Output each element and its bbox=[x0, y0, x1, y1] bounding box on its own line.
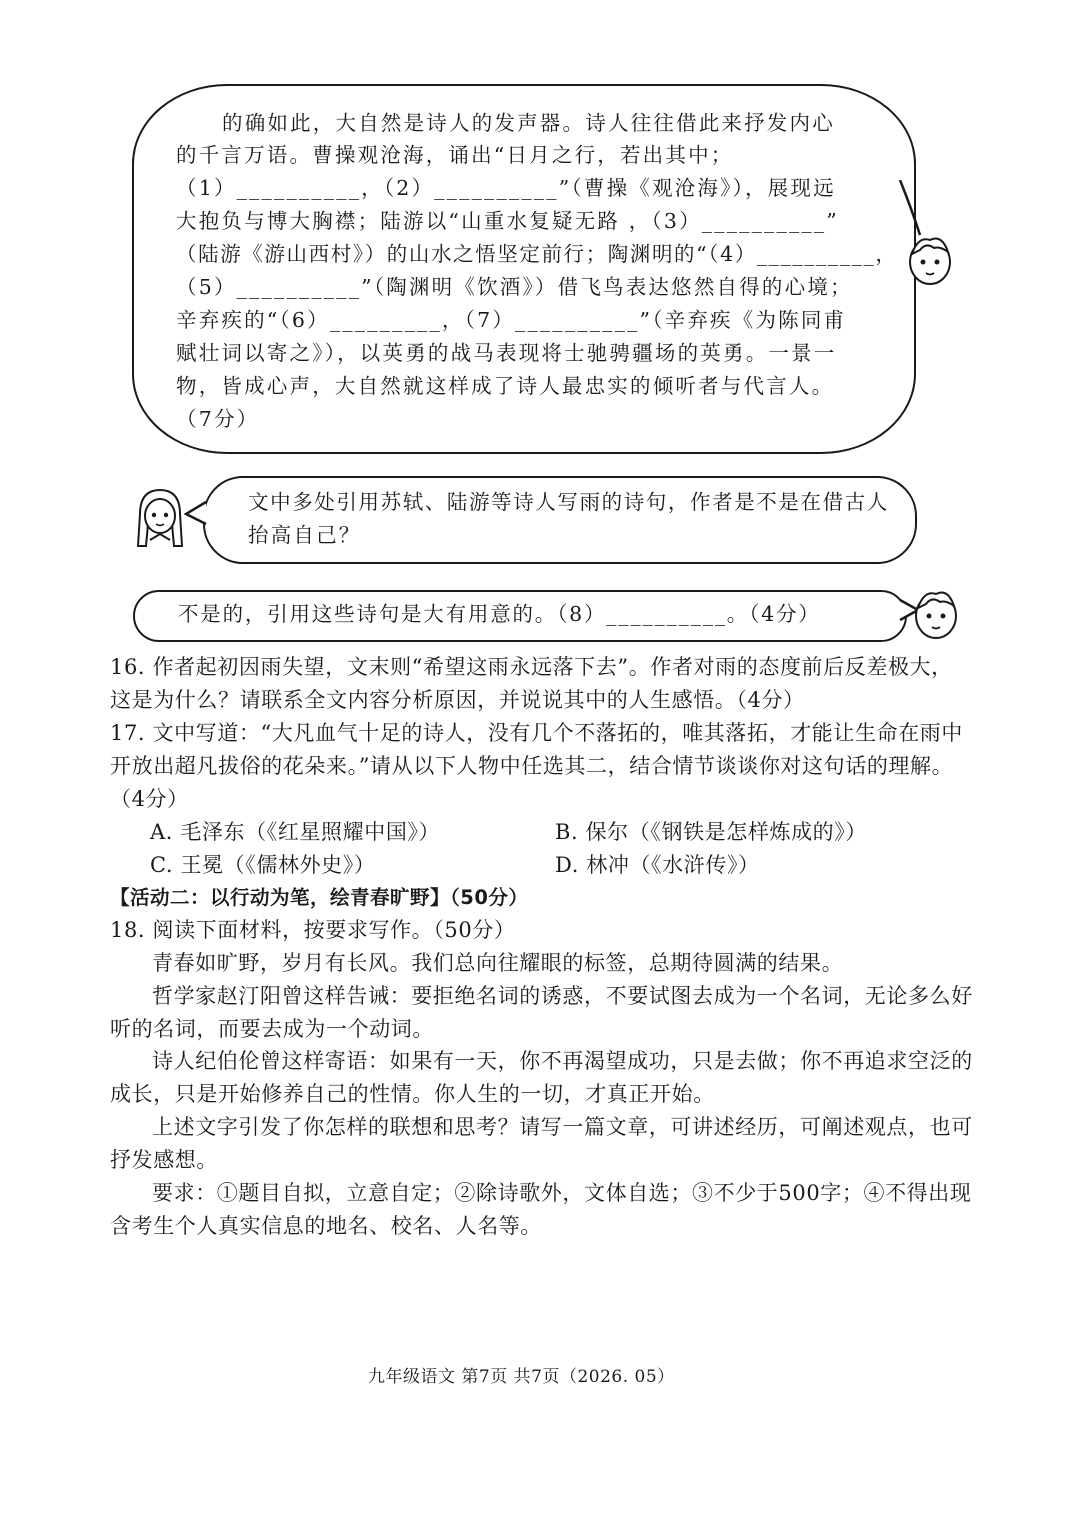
q17-option-d: D. 林冲（《水浒传》） bbox=[555, 853, 760, 877]
q18-line-9: 要求：①题目自拟，立意自定；②除诗歌外，文体自选；③不少于500字；④不得出现 bbox=[152, 1181, 972, 1205]
bubble1-line-4: 大抱负与博大胸襟；陆游以“山重水复疑无路 ，（3）__________” bbox=[176, 209, 839, 233]
bubble1-line-7: 辛弃疾的“（6）_________，（7）__________”（辛弃疾《为陈同甫 bbox=[176, 308, 847, 332]
bubble1-line-8: 赋壮词以寄之》），以英勇的战马表现将士驰骋疆场的英勇。一景一 bbox=[176, 341, 837, 365]
q17-line-3: （4分） bbox=[110, 787, 189, 811]
bubble1-line-3: （1）__________，（2）__________”（曹操《观沧海》），展现远 bbox=[176, 176, 836, 200]
bubble2-line-2: 抬高自己？ bbox=[248, 523, 362, 547]
bubble1-line-2: 的千言万语。曹操观沧海，诵出“日月之行，若出其中； bbox=[176, 143, 734, 167]
bubble1-line-1: 的确如此，大自然是诗人的发声器。诗人往往借此来抒发内心 bbox=[222, 111, 835, 135]
q17-option-b: B. 保尔（《钢铁是怎样炼成的》） bbox=[555, 820, 867, 844]
boy-face-icon bbox=[900, 228, 960, 292]
bubble1-line-5: （陆游《游山西村》）的山水之悟坚定前行；陶渊明的“（4）__________， bbox=[176, 242, 898, 266]
bubble1-line-9: 物，皆成心声，大自然就这样成了诗人最忠实的倾听者与代言人。 bbox=[176, 374, 835, 398]
boy-face-icon bbox=[906, 582, 966, 646]
page-footer: 九年级语文 第7页 共7页（2026. 05） bbox=[368, 1367, 675, 1387]
q17-line-2: 开放出超凡拔俗的花朵来。”请从以下人物中任选其二，结合情节谈谈你对这句话的理解。 bbox=[110, 754, 954, 778]
q18-line-1: 18. 阅读下面材料，按要求写作。（50分） bbox=[110, 918, 516, 942]
q16-line-2: 这是为什么？请联系全文内容分析原因，并说说其中的人生感悟。（4分） bbox=[110, 688, 805, 712]
girl-face-icon bbox=[132, 484, 188, 554]
q17-option-c: C. 王冕（《儒林外史》） bbox=[150, 853, 376, 877]
q17-option-a: A. 毛泽东（《红星照耀中国》） bbox=[150, 820, 441, 844]
q18-line-3: 哲学家赵汀阳曾这样告诫：要拒绝名词的诱惑，不要试图去成为一个名词，无论多么好 bbox=[152, 984, 973, 1008]
q18-line-10: 含考生个人真实信息的地名、校名、人名等。 bbox=[110, 1214, 542, 1238]
q17-line-1: 17. 文中写道：“大凡血气十足的诗人，没有几个不落拓的，唯其落拓，才能让生命在雨中 bbox=[110, 721, 964, 745]
q18-line-6: 成长，只是开始修养自己的性情。你人生的一切，才真正开始。 bbox=[110, 1082, 715, 1106]
q18-line-7: 上述文字引发了你怎样的联想和思考？请写一篇文章，可讲述经历，可阐述观点，也可 bbox=[152, 1115, 973, 1139]
bubble1-line-6: （5）__________”（陶渊明《饮酒》）借飞鸟表达悠然自得的心境； bbox=[176, 275, 853, 299]
q16-line-1: 16. 作者起初因雨失望，文末则“希望这雨永远落下去”。作者对雨的态度前后反差极大， bbox=[110, 655, 953, 679]
bubble2-line-1: 文中多处引用苏轼、陆游等诗人写雨的诗句，作者是不是在借古人 bbox=[248, 490, 889, 514]
q18-line-4: 听的名词，而要去成为一个动词。 bbox=[110, 1017, 434, 1041]
q18-line-2: 青春如旷野，岁月有长风。我们总向往耀眼的标签，总期待圆满的结果。 bbox=[152, 951, 844, 975]
bubble3-text: 不是的，引用这些诗句是大有用意的。（8）__________。（4分） bbox=[178, 602, 821, 626]
bubble1-line-10: （7分） bbox=[176, 407, 260, 431]
q18-line-5: 诗人纪伯伦曾这样寄语：如果有一天，你不再渴望成功，只是去做；你不再追求空泛的 bbox=[152, 1049, 973, 1073]
activity2-heading: 【活动二：以行动为笔，绘青春旷野】（50分） bbox=[110, 886, 529, 909]
q18-line-8: 抒发感想。 bbox=[110, 1148, 218, 1172]
bubble-tail bbox=[184, 500, 208, 526]
